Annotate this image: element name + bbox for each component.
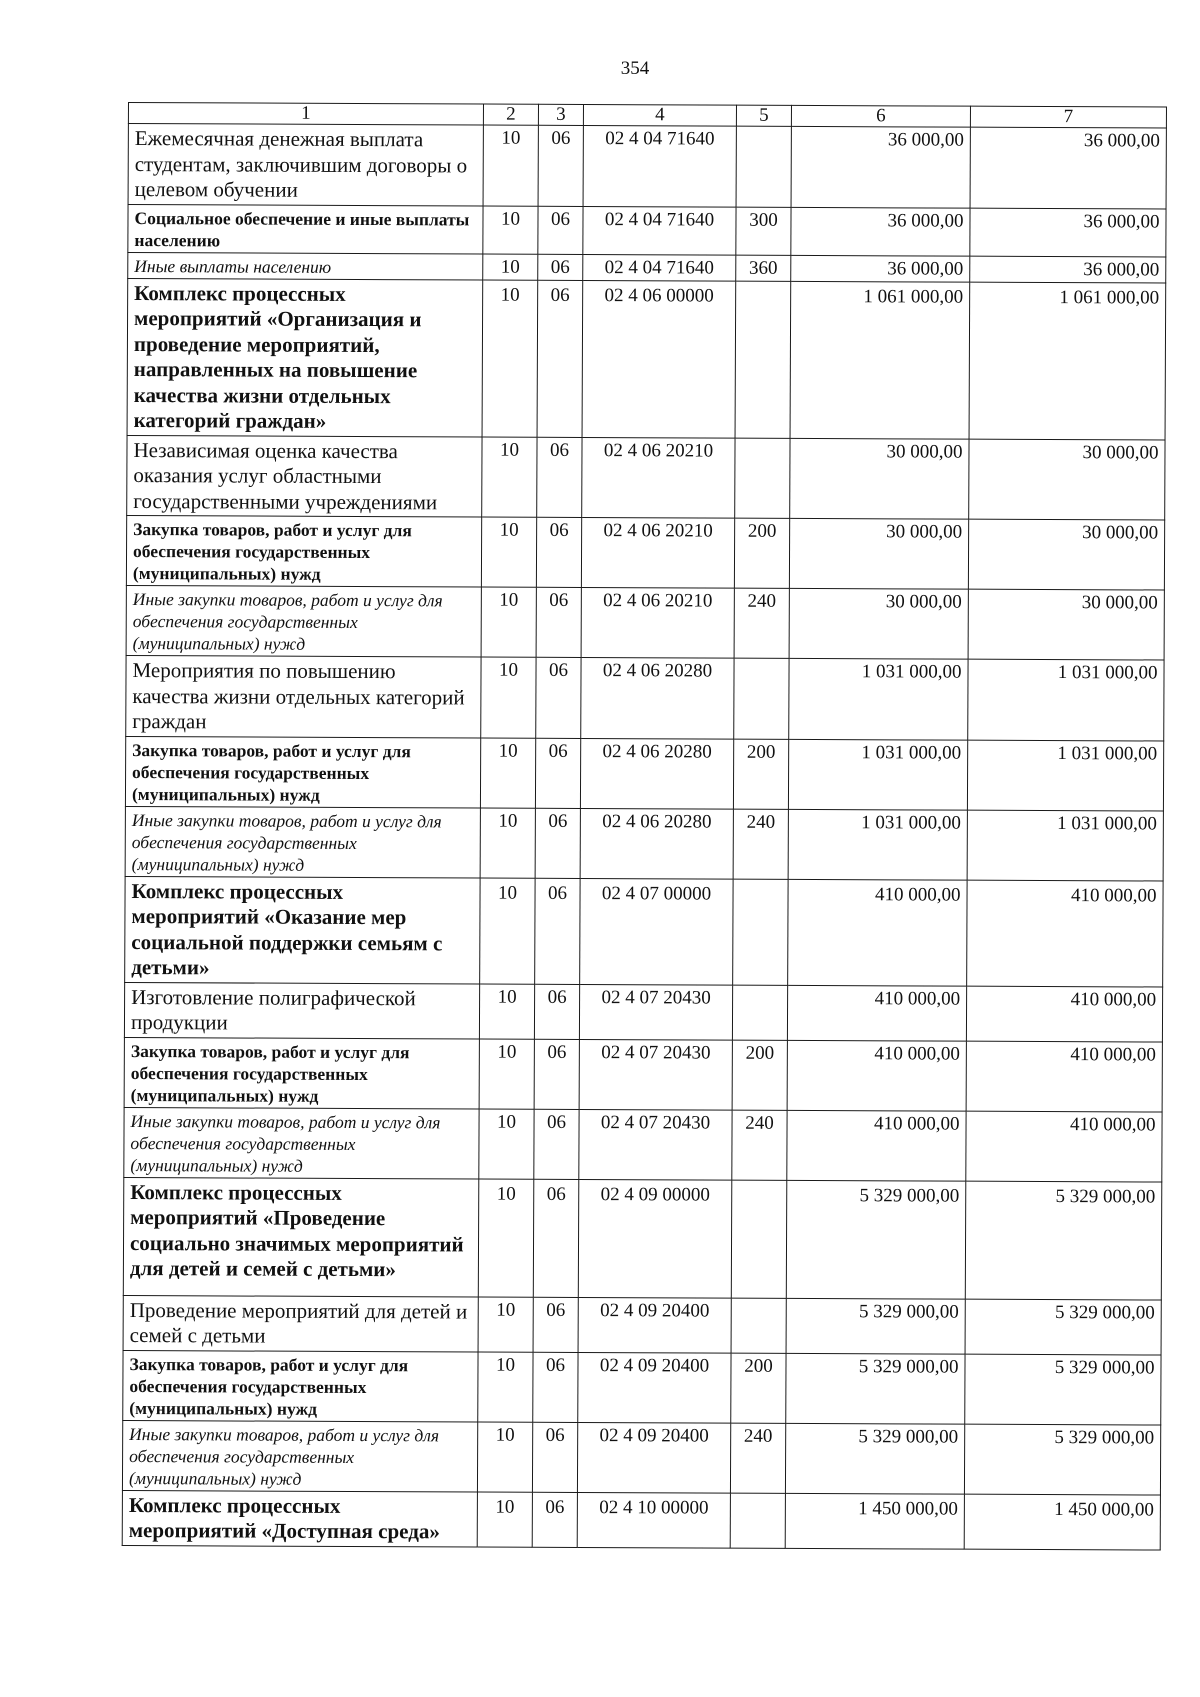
amount-year1-cell: 1 031 000,00 [788, 809, 967, 880]
target-article-cell: 02 4 07 20430 [579, 984, 732, 1040]
expense-type-cell [730, 1493, 785, 1548]
subsection-code-cell: 06 [538, 125, 583, 206]
amount-year2-cell: 30 000,00 [969, 439, 1165, 520]
subsection-code-cell: 06 [532, 1492, 577, 1547]
amount-year1-cell: 410 000,00 [787, 1110, 966, 1181]
row-name-cell: Закупка товаров, работ и услуг для обеспечения государственных (муниципальных) нужд [126, 515, 481, 587]
subsection-code-cell: 06 [535, 808, 580, 878]
amount-year1-cell: 410 000,00 [787, 1040, 966, 1111]
subsection-code-cell: 06 [538, 206, 583, 254]
expense-type-cell: 200 [734, 518, 789, 588]
expense-type-cell [735, 281, 791, 438]
row-name-cell: Иные закупки товаров, работ и услуг для обеспечения государственных (муниципальных) нужд [125, 806, 480, 878]
table-row [128, 124, 1166, 209]
table-row [123, 1350, 1161, 1425]
row-name-cell: Ежемесячная денежная выплата студентам, заключившим договоры о целевом обучении [128, 124, 483, 206]
amount-year1-cell: 1 450 000,00 [785, 1493, 964, 1549]
table-row [123, 1177, 1162, 1300]
row-name-cell: Мероприятия по повышению качества жизни отдельных категорий граждан [126, 655, 481, 737]
amount-year2-cell: 36 000,00 [970, 208, 1166, 257]
amount-year1-cell: 410 000,00 [788, 879, 967, 986]
amount-year1-cell: 5 329 000,00 [786, 1180, 966, 1299]
row-name-cell: Изготовление полиграфической продукции [124, 982, 479, 1039]
target-article-cell: 02 4 07 20430 [579, 1109, 732, 1180]
target-article-cell: 02 4 04 71640 [583, 125, 736, 206]
amount-year1-cell: 5 329 000,00 [786, 1298, 965, 1354]
table-row [126, 655, 1164, 740]
table-body [122, 124, 1166, 1550]
amount-year2-cell: 1 061 000,00 [969, 282, 1166, 440]
section-code-cell: 10 [482, 280, 538, 437]
subsection-code-cell: 06 [534, 984, 579, 1039]
subsection-code-cell: 06 [537, 280, 583, 437]
amount-year1-cell: 36 000,00 [791, 126, 970, 207]
section-code-cell: 10 [481, 657, 536, 738]
subsection-code-cell: 06 [536, 587, 581, 657]
subsection-code-cell: 06 [536, 517, 581, 587]
amount-year2-cell: 1 450 000,00 [964, 1494, 1160, 1550]
target-article-cell: 02 4 09 20400 [577, 1422, 730, 1493]
target-article-cell: 02 4 06 20210 [581, 517, 734, 588]
table-row [126, 515, 1164, 590]
amount-year1-cell: 5 329 000,00 [785, 1423, 964, 1494]
expense-type-cell: 240 [730, 1423, 785, 1493]
column-header: 5 [736, 105, 791, 126]
amount-year1-cell: 36 000,00 [791, 207, 970, 256]
amount-year2-cell: 410 000,00 [966, 986, 1162, 1042]
row-name-cell: Иные выплаты населению [128, 252, 483, 280]
row-name-cell: Иные закупки товаров, работ и услуг для обеспечения государственных (муниципальных) нужд [122, 1420, 477, 1492]
section-code-cell: 10 [477, 1422, 532, 1492]
amount-year2-cell: 1 031 000,00 [967, 740, 1163, 811]
amount-year1-cell: 36 000,00 [791, 255, 970, 282]
expense-type-cell: 200 [733, 739, 788, 809]
expense-type-cell: 240 [733, 809, 788, 879]
subsection-code-cell: 06 [533, 1352, 578, 1422]
row-name-cell: Комплекс процессных мероприятий «Организация и проведение мероприятий, направленных на повышение качества жизни отдельных категорий граждан» [127, 278, 483, 437]
section-code-cell: 10 [478, 1352, 533, 1422]
budget-table [122, 102, 1167, 1550]
amount-year1-cell: 1 031 000,00 [789, 658, 968, 739]
amount-year2-cell: 30 000,00 [968, 589, 1164, 660]
target-article-cell: 02 4 04 71640 [583, 206, 736, 255]
row-name-cell: Независимая оценка качества оказания услуг областными государственными учреждениями [127, 435, 482, 517]
section-code-cell: 10 [483, 125, 538, 206]
table-row [124, 982, 1162, 1042]
table-row [128, 204, 1166, 257]
column-header: 6 [791, 105, 970, 127]
subsection-code-cell: 06 [532, 1422, 577, 1492]
row-name-cell: Комплекс процессных мероприятий «Проведение социально значимых мероприятий для детей и семей с детьми» [123, 1177, 479, 1297]
subsection-code-cell: 06 [538, 254, 583, 280]
table-row [125, 876, 1163, 987]
subsection-code-cell: 06 [535, 878, 580, 984]
table-row [125, 736, 1163, 811]
expense-type-cell [735, 438, 790, 519]
row-name-cell: Социальное обеспечение и иные выплаты населению [128, 204, 483, 254]
amount-year2-cell: 1 031 000,00 [967, 810, 1163, 881]
column-header: 2 [483, 104, 538, 125]
table-row [122, 1490, 1160, 1550]
target-article-cell: 02 4 09 20400 [578, 1352, 731, 1423]
row-name-cell: Закупка товаров, работ и услуг для обеспечения государственных (муниципальных) нужд [123, 1350, 478, 1422]
section-code-cell: 10 [481, 517, 536, 587]
section-code-cell: 10 [479, 1039, 534, 1109]
amount-year2-cell: 410 000,00 [966, 1111, 1162, 1182]
target-article-cell: 02 4 06 20210 [581, 587, 734, 658]
expense-type-cell: 300 [736, 207, 791, 255]
expense-type-cell: 360 [736, 255, 791, 281]
row-name-cell: Проведение мероприятий для детей и семей с детьми [123, 1295, 478, 1352]
expense-type-cell [734, 658, 789, 739]
amount-year2-cell: 1 031 000,00 [968, 659, 1164, 740]
table-row [122, 1420, 1160, 1495]
amount-year2-cell: 5 329 000,00 [965, 1181, 1162, 1300]
amount-year1-cell: 1 061 000,00 [790, 281, 970, 439]
expense-type-cell [736, 126, 791, 207]
target-article-cell: 02 4 06 00000 [582, 280, 736, 438]
amount-year1-cell: 410 000,00 [787, 985, 966, 1041]
target-article-cell: 02 4 06 20280 [580, 808, 733, 879]
target-article-cell: 02 4 06 20280 [580, 738, 733, 809]
section-code-cell: 10 [478, 1179, 534, 1297]
expense-type-cell [733, 879, 788, 985]
expense-type-cell: 240 [732, 1110, 787, 1180]
target-article-cell: 02 4 10 00000 [577, 1492, 730, 1548]
subsection-code-cell: 06 [535, 738, 580, 808]
table-row [125, 806, 1163, 881]
column-header: 1 [128, 103, 483, 126]
section-code-cell: 10 [478, 1297, 533, 1352]
subsection-code-cell: 06 [533, 1179, 579, 1297]
section-code-cell: 10 [477, 1492, 532, 1547]
subsection-code-cell: 06 [534, 1039, 579, 1109]
expense-type-cell [732, 985, 787, 1040]
subsection-code-cell: 06 [536, 657, 581, 738]
section-code-cell: 10 [483, 254, 538, 280]
amount-year1-cell: 1 031 000,00 [788, 739, 967, 810]
column-header: 4 [583, 104, 736, 126]
section-code-cell: 10 [480, 738, 535, 808]
table-row [126, 585, 1164, 660]
row-name-cell: Иные закупки товаров, работ и услуг для обеспечения государственных (муниципальных) нужд [126, 585, 481, 657]
section-code-cell: 10 [481, 587, 536, 657]
amount-year2-cell: 30 000,00 [968, 519, 1164, 590]
expense-type-cell [731, 1298, 786, 1353]
column-header: 3 [538, 104, 583, 125]
subsection-code-cell: 06 [533, 1297, 578, 1352]
table-row [124, 1107, 1162, 1182]
subsection-code-cell: 06 [534, 1109, 579, 1179]
expense-type-cell [731, 1180, 787, 1298]
table-row [127, 278, 1166, 440]
row-name-cell: Закупка товаров, работ и услуг для обеспечения государственных (муниципальных) нужд [124, 1037, 479, 1109]
amount-year2-cell: 5 329 000,00 [965, 1299, 1161, 1355]
expense-type-cell: 240 [734, 588, 789, 658]
amount-year2-cell: 5 329 000,00 [964, 1424, 1160, 1495]
expense-type-cell: 200 [731, 1353, 786, 1423]
amount-year2-cell: 410 000,00 [967, 880, 1163, 987]
target-article-cell: 02 4 07 00000 [580, 878, 733, 985]
section-code-cell: 10 [482, 437, 537, 518]
amount-year1-cell: 30 000,00 [789, 588, 968, 659]
page-number: 354 [620, 58, 650, 79]
column-header: 7 [970, 106, 1166, 128]
section-code-cell: 10 [483, 206, 538, 254]
amount-year1-cell: 30 000,00 [789, 518, 968, 589]
section-code-cell: 10 [479, 984, 534, 1039]
table-row [127, 435, 1165, 520]
table-row [124, 1037, 1162, 1112]
amount-year1-cell: 30 000,00 [790, 438, 969, 519]
target-article-cell: 02 4 09 00000 [578, 1179, 732, 1298]
target-article-cell: 02 4 04 71640 [583, 254, 736, 281]
target-article-cell: 02 4 07 20430 [579, 1039, 732, 1110]
row-name-cell: Закупка товаров, работ и услуг для обеспечения государственных (муниципальных) нужд [125, 736, 480, 808]
section-code-cell: 10 [480, 878, 535, 984]
table-row [123, 1295, 1161, 1355]
expense-type-cell: 200 [732, 1040, 787, 1110]
amount-year2-cell: 36 000,00 [970, 127, 1166, 208]
amount-year2-cell: 5 329 000,00 [965, 1354, 1161, 1425]
row-name-cell: Комплекс процессных мероприятий «Доступная среда» [122, 1490, 477, 1547]
amount-year1-cell: 5 329 000,00 [786, 1353, 965, 1424]
section-code-cell: 10 [479, 1109, 534, 1179]
amount-year2-cell: 36 000,00 [970, 256, 1166, 283]
target-article-cell: 02 4 09 20400 [578, 1297, 731, 1353]
row-name-cell: Комплекс процессных мероприятий «Оказание мер социальной поддержки семьям с детьми» [125, 876, 480, 984]
target-article-cell: 02 4 06 20280 [581, 657, 734, 738]
row-name-cell: Иные закупки товаров, работ и услуг для обеспечения государственных (муниципальных) нужд [124, 1107, 479, 1179]
section-code-cell: 10 [480, 808, 535, 878]
amount-year2-cell: 410 000,00 [966, 1041, 1162, 1112]
target-article-cell: 02 4 06 20210 [582, 437, 735, 518]
subsection-code-cell: 06 [537, 437, 582, 518]
